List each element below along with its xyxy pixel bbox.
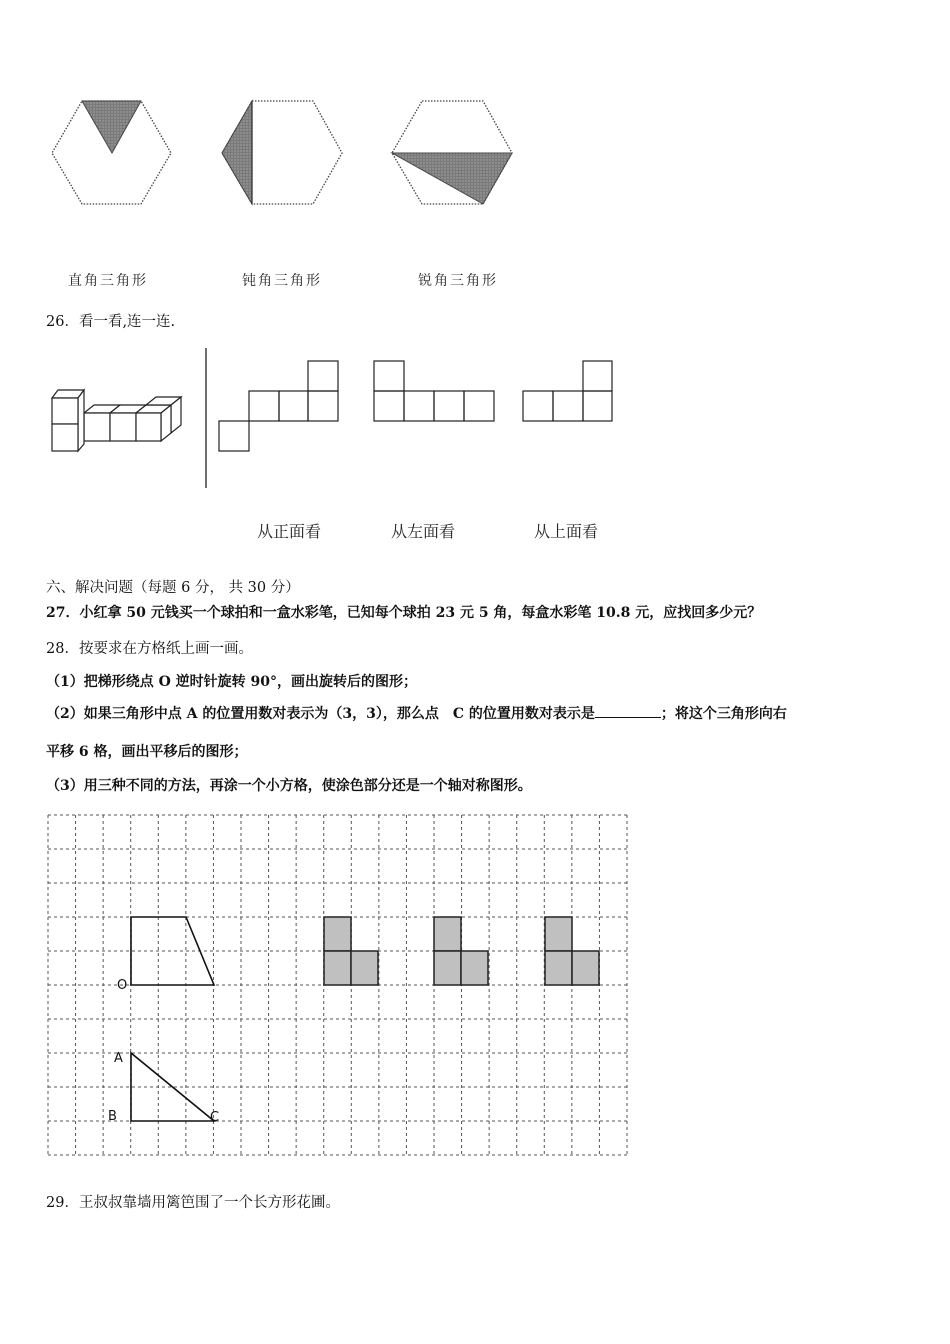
question-28-part2-line2: 平移 6 格，画出平移后的图形； [46, 744, 248, 760]
point-label-a: A [114, 1051, 123, 1066]
question-28-title: 28．按要求在方格纸上画一画。 [46, 641, 253, 657]
view-label-front: 从正面看 [257, 522, 322, 541]
question-27-text: 27．小红拿 50 元钱买一个球拍和一盒水彩笔，已知每个球拍 23 元 5 角，每盒水彩笔 10.8 元，应找回多少元？ [46, 605, 762, 621]
caption-right-triangle: 直角三角形 [68, 273, 148, 289]
shaded-shape-2 [434, 917, 488, 985]
question-28-part3: （3）用三种不同的方法，再涂一个小方格，使涂色部分还是一个轴对称图形。 [46, 778, 532, 794]
point-label-c: C [210, 1110, 220, 1125]
shaded-shape-1 [324, 917, 378, 985]
view-label-left: 从左面看 [391, 522, 456, 541]
shaded-shape-3 [545, 917, 599, 985]
point-label-b: B [108, 1109, 117, 1124]
caption-obtuse-triangle: 钝角三角形 [242, 273, 322, 289]
question-28-part2a: （2）如果三角形中点 A 的位置用数对表示为（3，3），那么点 C 的位置用数对表示是 [46, 706, 595, 722]
question-29-text: 29．王叔叔靠墙用篱笆围了一个长方形花圃。 [46, 1195, 340, 1211]
question-28-part2b: ；将这个三角形向右 [660, 706, 787, 722]
caption-acute-triangle: 锐角三角形 [418, 273, 498, 289]
trapezoid [131, 917, 214, 985]
point-label-o: O [117, 978, 128, 993]
section-6-heading: 六、解决问题（每题 6 分， 共 30 分） [46, 580, 300, 596]
triangle [131, 1053, 214, 1121]
view-label-top: 从上面看 [534, 522, 599, 541]
question-26-label: 26．看一看,连一连. [46, 314, 176, 330]
question-28-part1: （1）把梯形绕点 O 逆时针旋转 90°，画出旋转后的图形； [46, 674, 418, 690]
